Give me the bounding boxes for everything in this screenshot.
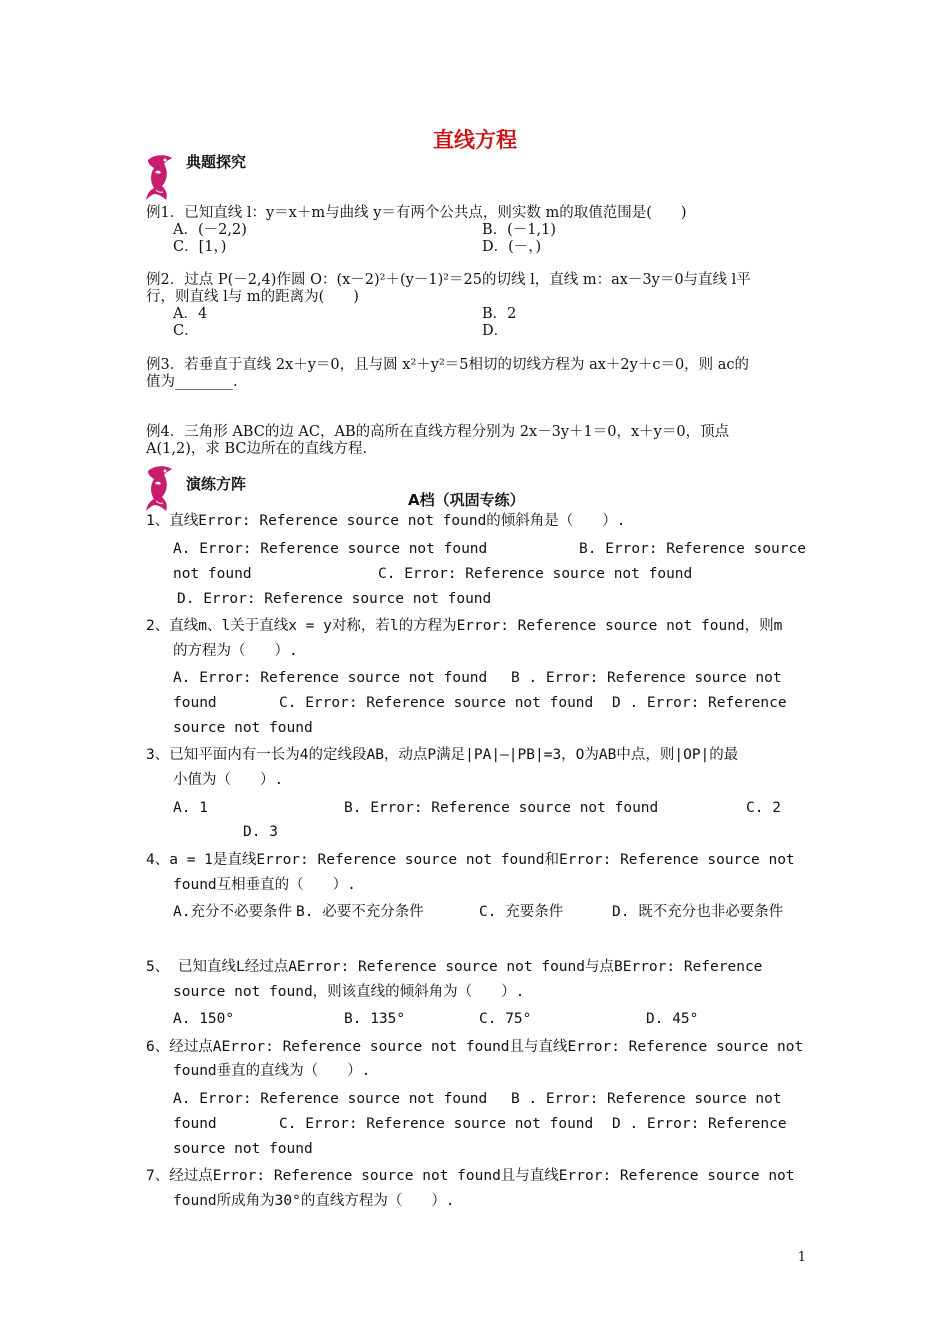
question-1-stem: 1、直线Error: Reference source not found的倾斜角是（ ）. [146, 513, 626, 529]
section-heading: 典题探究 [186, 153, 247, 171]
question-6-stem-line1: 6、经过点AError: Reference source not found且与直线Error: Reference source not [146, 1039, 804, 1055]
example-2-option-d: D． [482, 323, 509, 339]
question-4-stem-line1: 4、a = 1是直线Error: Reference source not found和Error: Reference source not [146, 852, 795, 868]
example-1-option-a: A．(－2,2) [173, 222, 247, 238]
question-2-option-b-cont: found [173, 695, 217, 711]
section-heading: 演练方阵 [186, 475, 247, 493]
question-6-option-c: C. Error: Reference source not found [279, 1116, 594, 1132]
question-3-stem-line2: 小值为（ ）. [173, 772, 284, 788]
question-6-option-d-cont: source not found [173, 1141, 313, 1157]
dolphin-icon [142, 152, 176, 202]
question-1-option-c: C. Error: Reference source not found [378, 566, 693, 582]
example-4-stem-line1: 例4．三角形 ABC的边 AC，AB的高所在直线方程分别为 2x－3y＋1＝0，x＋y＝0，顶点 [146, 424, 730, 440]
question-5-option-d: D. 45° [646, 1011, 699, 1027]
question-4-option-c: C. 充要条件 [479, 904, 564, 920]
example-1-stem: 例1．已知直线 l：y＝x＋m与曲线 y＝有两个公共点，则实数 m的取值范围是( ) [146, 205, 687, 221]
question-7-stem-line1: 7、经过点Error: Reference source not found且与直线Error: Reference source not [146, 1168, 795, 1184]
example-3-stem-line2: 值为________. [146, 374, 238, 390]
question-1-option-a: A. Error: Reference source not found [173, 541, 488, 557]
question-6-option-b-cont: found [173, 1116, 217, 1132]
question-1-option-d: D. Error: Reference source not found [177, 591, 492, 607]
question-4-stem-line2: found互相垂直的（ ）. [173, 877, 356, 893]
question-5-stem-line1: 5、 已知直线L经过点AError: Reference source not found与点BError: Reference [146, 959, 763, 975]
question-2-option-c: C. Error: Reference source not found [279, 695, 594, 711]
example-3-stem-line1: 例3．若垂直于直线 2x＋y＝0，且与圆 x²＋y²＝5相切的切线方程为 ax＋2y＋c＝0，则 ac的 [146, 357, 750, 373]
question-3-option-d: D. 3 [243, 824, 278, 840]
question-6-option-a: A. Error: Reference source not found [173, 1091, 488, 1107]
question-7-stem-line2: found所成角为30°的直线方程为（ ）. [173, 1193, 455, 1209]
question-2-option-d: D . Error: Reference [612, 695, 787, 711]
question-6-option-d: D . Error: Reference [612, 1116, 787, 1132]
question-5-option-a: A. 150° [173, 1011, 235, 1027]
question-5-option-b: B. 135° [344, 1011, 406, 1027]
question-5-stem-line2: source not found，则该直线的倾斜角为（ ）. [173, 984, 525, 1000]
question-2-option-b: B . Error: Reference source not [511, 670, 782, 686]
question-6-stem-line2: found垂直的直线为（ ）. [173, 1063, 371, 1079]
question-2-option-d-cont: source not found [173, 720, 313, 736]
question-2-option-a: A. Error: Reference source not found [173, 670, 488, 686]
question-2-stem-line1: 2、直线m、l关于直线x = y对称，若l的方程为Error: Reference source not found，则m [146, 618, 783, 634]
subsection-heading: A档（巩固专练） [408, 491, 525, 509]
example-2-stem-line2: 行，则直线 l与 m的距离为( ) [146, 289, 359, 305]
example-2-stem-line1: 例2．过点 P(－2,4)作圆 O：(x－2)²＋(y－1)²＝25的切线 l，直线 m：ax－3y＝0与直线 l平 [146, 272, 751, 288]
example-4-stem-line2: A(1,2)，求 BC边所在的直线方程. [146, 441, 368, 457]
example-1-option-c: C．[1，) [173, 239, 227, 255]
question-5-option-c: C. 75° [479, 1011, 532, 1027]
question-2-stem-line2: 的方程为（ ）. [173, 643, 298, 659]
example-2-option-b: B．2 [482, 306, 517, 322]
example-2-option-a: A．4 [173, 306, 208, 322]
question-3-option-c: C. 2 [746, 800, 781, 816]
question-6-option-b: B . Error: Reference source not [511, 1091, 782, 1107]
question-4-option-b: B. 必要不充分条件 [296, 904, 424, 920]
question-3-option-b: B. Error: Reference source not found [344, 800, 659, 816]
question-3-option-a: A. 1 [173, 800, 208, 816]
example-2-option-c: C． [173, 323, 199, 339]
example-1-option-b: B．(－1,1) [482, 222, 557, 238]
dolphin-icon [142, 463, 176, 513]
question-4-option-a: A.充分不必要条件 [173, 904, 292, 920]
page-number: 1 [797, 1250, 806, 1265]
question-1-option-b: B. Error: Reference source [579, 541, 806, 557]
question-4-option-d: D. 既不充分也非必要条件 [612, 904, 784, 920]
question-1-option-b-cont: not found [173, 566, 252, 582]
example-1-option-d: D．(－，) [482, 239, 542, 255]
page-title: 直线方程 [433, 128, 517, 152]
question-3-stem-line1: 3、已知平面内有一长为4的定线段AB，动点P满足|PA|—|PB|=3，O为AB中点，则|OP|的最 [146, 747, 739, 763]
